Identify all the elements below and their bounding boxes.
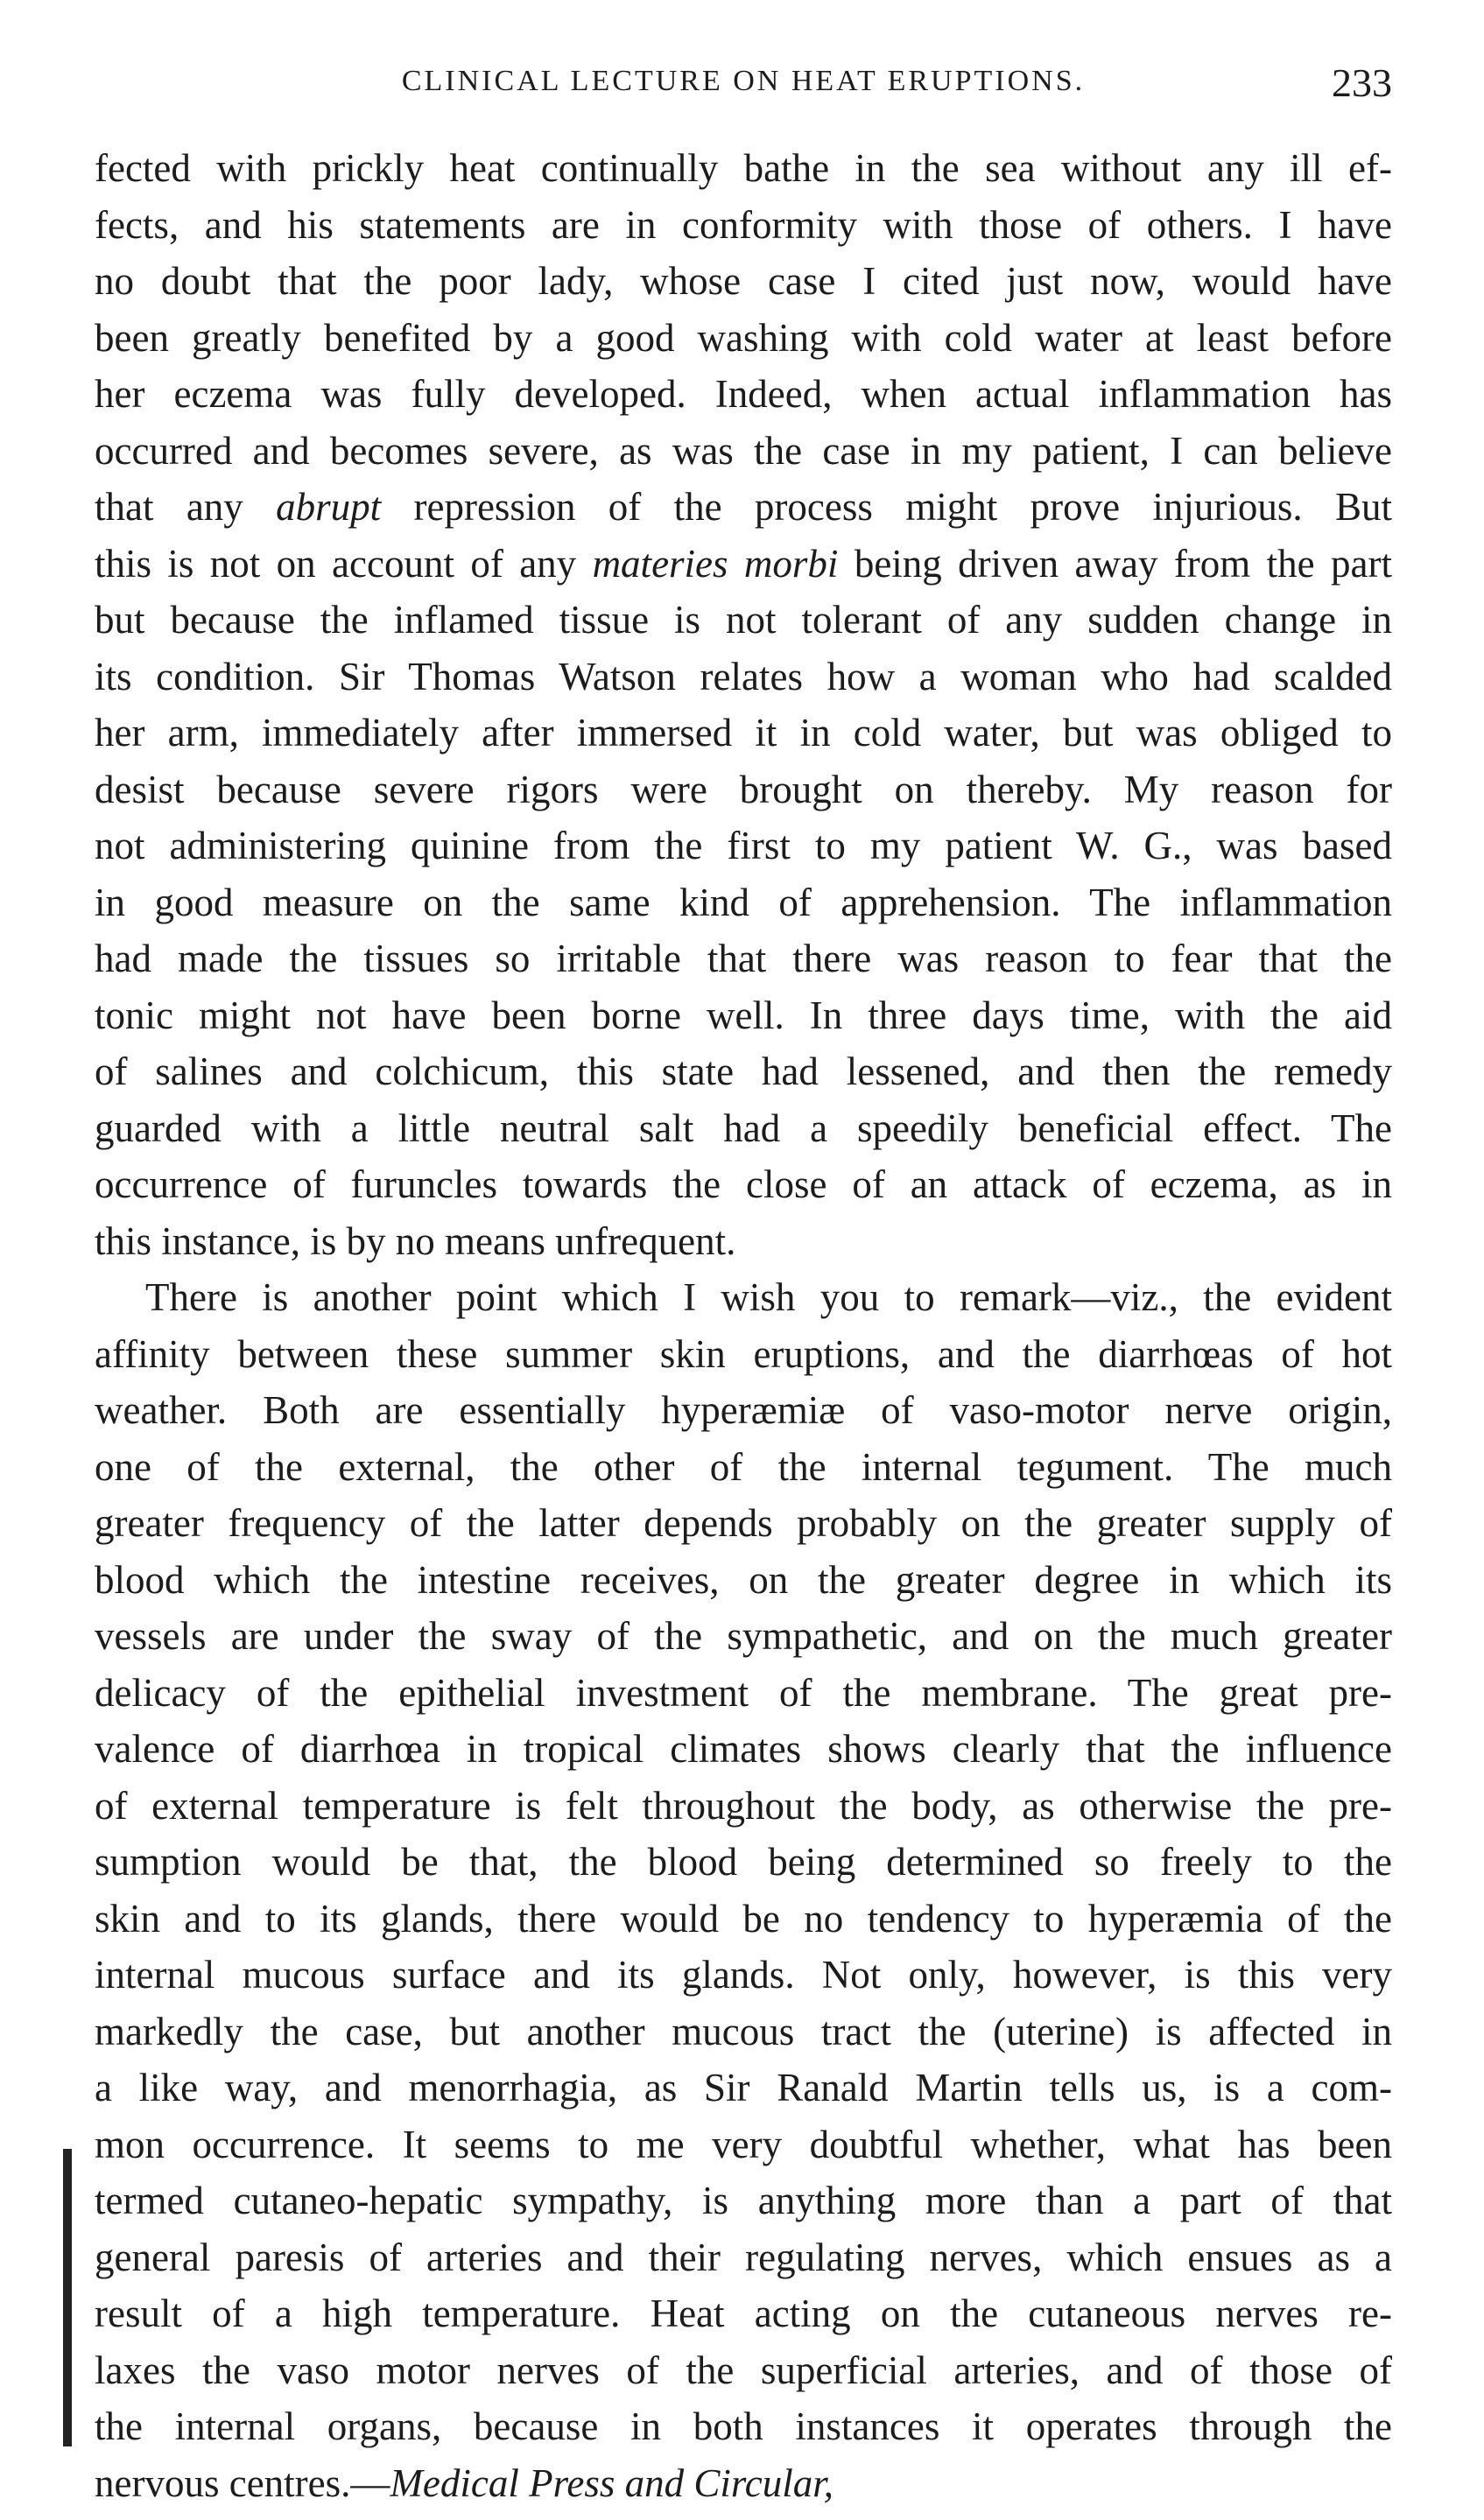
text-line: had made the tissues so irritable that there was reason to fear that the — [95, 937, 1392, 980]
text-line: sumption would be that, the blood being determined so freely to the — [95, 1840, 1392, 1884]
italic-phrase: materies morbi — [592, 541, 839, 586]
text-line: no doubt that the poor lady, whose case I cited just now, would have — [95, 259, 1392, 303]
text-line: occurrence of furuncles towards the close of an attack of eczema, as in — [95, 1162, 1392, 1206]
text-line: occurred and becomes severe, as was the case in my patient, I can believe — [95, 428, 1392, 473]
text-line: in good measure on the same kind of apprehension. The inflammation — [95, 880, 1392, 924]
text-line: tonic might not have been borne well. In three days time, with the aid — [95, 993, 1392, 1037]
paragraph — [95, 1269, 1392, 2511]
italic-phrase: abrupt — [276, 485, 382, 529]
text-line: termed cutaneo-hepatic sympathy, is anything more than a part of that — [95, 2179, 1392, 2222]
text-line: its condition. Sir Thomas Watson relates how a woman who had scalded — [95, 654, 1392, 698]
text-line: of external temperature is felt throughout the body, as otherwise the pre- — [95, 1783, 1392, 1828]
text-line: been greatly benefited by a good washing with cold water at least before — [95, 315, 1392, 360]
text-line: nervous centres.—Medical Press and Circular, — [95, 2460, 834, 2505]
text-line: her arm, immediately after immersed it in cold water, but was obliged to — [95, 711, 1392, 755]
paragraph — [95, 140, 1392, 1269]
text-line: greater frequency of the latter depends probably on the greater supply of — [95, 1501, 1392, 1545]
text-line: result of a high temperature. Heat acting on the cutaneous nerves re- — [95, 2292, 1392, 2335]
text-line: internal mucous surface and its glands. Not only, however, is this very — [95, 1953, 1392, 1997]
text-line: her eczema was fully developed. Indeed, when actual inflammation has — [95, 372, 1392, 416]
text-line: general paresis of arteries and their regulating nerves, which ensues as a — [95, 2235, 1392, 2279]
text-line: fected with prickly heat continually bathe in the sea without any ill ef- — [95, 146, 1392, 190]
text-line: this is not on account of any materies morbi being driven away from the part — [95, 541, 1392, 586]
text-line: skin and to its glands, there would be no tendency to hyperæmia of the — [95, 1896, 1392, 1941]
text-line: delicacy of the epithelial investment of the membrane. The great pre- — [95, 1670, 1392, 1715]
text-line: a like way, and menorrhagia, as Sir Ranald Martin tells us, is a com- — [95, 2066, 1392, 2109]
text-line: markedly the case, but another mucous tract the (uterine) is affected in — [95, 2009, 1392, 2053]
margin-rule — [63, 2149, 72, 2446]
text-line: fects, and his statements are in conformity with those of others. I have — [95, 202, 1392, 247]
text-line: guarded with a little neutral salt had a speedily beneficial effect. The — [95, 1106, 1392, 1150]
text-line: There is another point which I wish you to remark—viz., the evident — [145, 1275, 1392, 1319]
text-line: valence of diarrhœa in tropical climates shows clearly that the influence — [95, 1727, 1392, 1771]
text-line: blood which the intestine receives, on the greater degree in which its — [95, 1557, 1392, 1602]
running-title: CLINICAL LECTURE ON HEAT ERUPTIONS. — [401, 65, 1086, 97]
running-header — [95, 60, 1392, 112]
text-line: that any abrupt repression of the process might prove injurious. But — [95, 485, 1392, 529]
text-line: the internal organs, because in both instances it operates through the — [95, 2404, 1392, 2448]
text-line: mon occurrence. It seems to me very doubtful whether, what has been — [95, 2122, 1392, 2166]
text-line: desist because severe rigors were brought on thereby. My reason for — [95, 767, 1392, 811]
page-number: 233 — [1332, 60, 1392, 105]
text-line: of salines and colchicum, this state had lessened, and then the remedy — [95, 1049, 1392, 1093]
text-line: affinity between these summer skin eruptions, and the diarrhœas of hot — [95, 1331, 1392, 1376]
text-line: weather. Both are essentially hyperæmiæ of vaso-motor nerve origin, — [95, 1388, 1392, 1432]
text-line: one of the external, the other of the internal tegument. The much — [95, 1444, 1392, 1489]
text-line: this instance, is by no means unfrequent. — [95, 1218, 736, 1263]
text-line: not administering quinine from the first to my patient W. G., was based — [95, 824, 1392, 867]
text-line: vessels are under the sway of the sympathetic, and on the much greater — [95, 1614, 1392, 1658]
body-text — [95, 140, 1392, 2511]
text-line: but because the inflamed tissue is not tolerant of any sudden change in — [95, 598, 1392, 642]
italic-phrase: Medical Press and Circular, — [390, 2460, 834, 2505]
text-line: laxes the vaso motor nerves of the superficial arteries, and of those of — [95, 2348, 1392, 2392]
